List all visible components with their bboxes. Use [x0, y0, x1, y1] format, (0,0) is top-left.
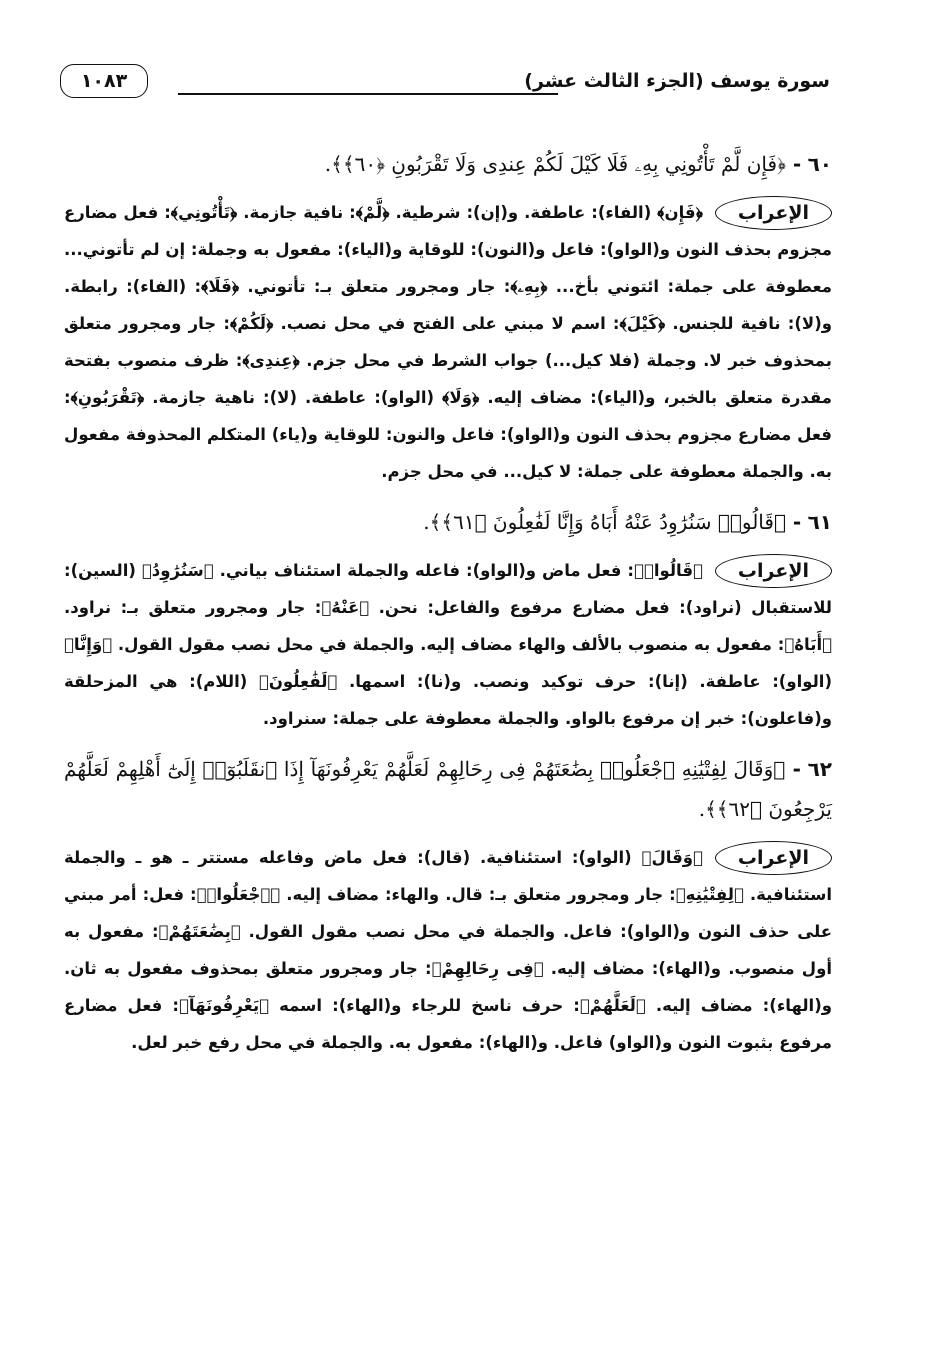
verse-number: ٦٢: [807, 757, 833, 781]
verse-60: ٦٠ - ﴿فَإِن لَّمْ تَأْتُونِي بِهِۦ فَلَا كَيْلَ لَكُمْ عِندِى وَلَا تَقْرَبُونِ ﴿٦٠﴾﴾.: [324, 152, 832, 176]
page-header: [60, 60, 830, 106]
verse-text: ﴿قَالُوا۟ سَنُرَٰوِدُ عَنْهُ أَبَاهُ وَإِنَّا لَفَٰعِلُونَ ﴿٦١﴾﴾.: [423, 510, 786, 534]
verse-number: ٦٠: [807, 152, 832, 176]
irab-text: ﴿وَقَالَ﴾ (الواو): استئنافية. (قال): فعل ماض وفاعله مستتر ـ هو ـ والجملة استئنافية. ﴿لِفِتْيَٰنِهِ﴾: جار ومجرور متعلق بـ: قال. والهاء: مضاف إليه. ﴿ٱجْعَلُوا۟﴾: فعل: أمر مبني على حذف النون و(الواو): فاعل. والجملة في محل نصب مقول القول. ﴿بِضَٰعَتَهُمْ﴾: مفعول به أول منصوب. و(الهاء): مضاف إليه. ﴿فِى رِحَالِهِمْ﴾: جار ومجرور متعلق بمحذوف مفعول به ثان. و(الهاء): مضاف إليه. ﴿لَعَلَّهُمْ﴾: حرف ناسخ للرجاء و(الهاء): اسمه ﴿يَعْرِفُونَهَآ﴾: فعل مضارع مرفوع بثبوت النون و(الواو) فاعل. و(الهاء): مفعول به. والجملة في محل رفع خبر لعل.: [64, 848, 832, 1052]
page-body: [64, 136, 832, 1073]
irab-block-62: [64, 839, 832, 1061]
header-rule: [178, 93, 558, 95]
verse-62: ٦٢ - ﴿وَقَالَ لِفِتْيَٰنِهِ ٱجْعَلُوا۟ بِضَٰعَتَهُمْ فِى رِحَالِهِمْ لَعَلَّهُمْ يَعْرِفُونَهَآ إِذَا ٱنقَلَبُوٓا۟ إِلَىٰٓ أَهْلِهِمْ لَعَلَّهُمْ يَرْجِعُونَ ﴿٦٢﴾﴾.: [64, 757, 833, 821]
irab-label: الإعراب: [715, 554, 832, 588]
irab-label: الإعراب: [715, 196, 832, 230]
verse-text: ﴿وَقَالَ لِفِتْيَٰنِهِ ٱجْعَلُوا۟ بِضَٰعَتَهُمْ فِى رِحَالِهِمْ لَعَلَّهُمْ يَعْرِفُونَهَآ إِذَا ٱنقَلَبُوٓا۟ إِلَىٰٓ أَهْلِهِمْ لَعَلَّهُمْ يَرْجِعُونَ ﴿٦٢﴾﴾.: [64, 757, 832, 821]
irab-label: الإعراب: [715, 841, 832, 875]
verse-61: ٦١ - ﴿قَالُوا۟ سَنُرَٰوِدُ عَنْهُ أَبَاهُ وَإِنَّا لَفَٰعِلُونَ ﴿٦١﴾﴾.: [423, 510, 832, 534]
running-title: سورة يوسف (الجزء الثالث عشر): [524, 70, 830, 92]
irab-text: ﴿قَالُوا۟﴾: فعل ماض و(الواو): فاعله والجملة استئناف بياني. ﴿سَنُرَٰوِدُ﴾ (السين): للاستقبال (نراود): فعل مضارع مرفوع والفاعل: نحن. ﴿عَنْهُ﴾: جار ومجرور متعلق بـ: نراود. ﴿أَبَاهُ﴾: مفعول به منصوب بالألف والهاء مضاف إليه. والجملة في محل نصب مقول القول. ﴿وَإِنَّا﴾ (الواو): عاطفة. (إنا): حرف توكيد ونصب. و(نا): اسمها. ﴿لَفَٰعِلُونَ﴾ (اللام): هي المزحلقة و(فاعلون): خبر إن مرفوع بالواو. والجملة معطوفة على جملة: سنراود.: [64, 561, 832, 728]
irab-block-61: [64, 552, 832, 737]
irab-text: ﴿فَإِن﴾ (الفاء): عاطفة. و(إن): شرطية. ﴿لَّمْ﴾: نافية جازمة. ﴿تَأْتُونِي﴾: فعل مضارع مجزوم بحذف النون و(الواو): فاعل و(النون): للوقاية و(الياء): مفعول به وجملة: إن لم تأتوني... معطوفة على جملة: ائتوني بأخ... ﴿بِهِۦ﴾: جار ومجرور متعلق بـ: تأتوني. ﴿فَلَا﴾: (الفاء): رابطة. و(لا): نافية للجنس. ﴿كَيْلَ﴾: اسم لا مبني على الفتح في محل نصب. ﴿لَكُمْ﴾: جار ومجرور متعلق بمحذوف خبر لا. وجملة (فلا كيل...) جواب الشرط في محل جزم. ﴿عِندِى﴾: ظرف منصوب بفتحة مقدرة متعلق بالخبر، و(الياء): مضاف إليه. ﴿وَلَا﴾ (الواو): عاطفة. (لا): ناهية جازمة. ﴿تَقْرَبُونِ﴾: فعل مضارع مجزوم بحذف النون و(الواو): فاعل والنون: للوقاية و(ياء) المتكلم المحذوفة مفعول به. والجملة معطوفة على جملة: لا كيل... في محل جزم.: [64, 203, 832, 481]
verse-number: ٦١: [807, 510, 832, 534]
irab-block-60: [64, 194, 832, 490]
page-number-badge: [60, 64, 148, 98]
page-number: ١٠٨٣: [80, 70, 128, 92]
verse-text: ﴿فَإِن لَّمْ تَأْتُونِي بِهِۦ فَلَا كَيْلَ لَكُمْ عِندِى وَلَا تَقْرَبُونِ ﴿٦٠﴾﴾.: [324, 152, 786, 176]
